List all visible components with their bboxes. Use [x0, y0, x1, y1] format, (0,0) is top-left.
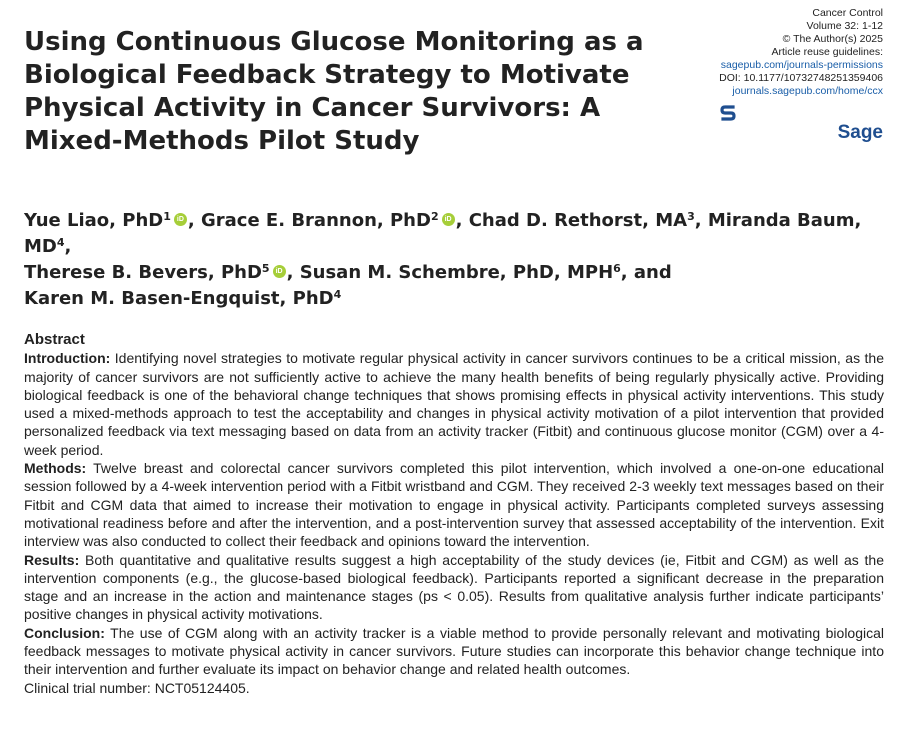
- orcid-icon[interactable]: iD: [174, 213, 187, 226]
- author-name: Susan M. Schembre, PhD, MPH: [299, 262, 614, 283]
- author-affiliation: 1: [163, 210, 171, 223]
- author-name: Chad D. Rethorst, MA: [468, 210, 688, 231]
- author-list: Yue Liao, PhD$^1$ iD , Grace E. Brannon, PhD$^2$ iD , Chad D. Rethorst, $MA^3$, Miranda Baum, $MD^4$, Therese B. Bevers, PhD$^5$ iD , Susan M. Schembre, PhD, MPH$^6$, and Karen M. Basen-Engquist, PhD$^4$: [24, 210, 862, 309]
- author: [24, 262, 287, 283]
- abstract-methods: [24, 459, 884, 550]
- author-name: Grace E. Brannon, PhD: [200, 210, 431, 231]
- introduction-label: Introduction:: [24, 350, 111, 367]
- results-label: Results:: [24, 551, 80, 568]
- conclusion-text: The use of CGM along with an activity tracker is a viable method to provide personally relevant and motivating biological feedback messages to motivate physical activity in cancer survivors. Future studies can incorporate this behavior change technique into their intervention and further evaluate its impact on behavior change and related health outcomes.: [24, 624, 885, 678]
- orcid-icon[interactable]: iD: [442, 213, 455, 226]
- author-name: Yue Liao, PhD: [24, 210, 164, 231]
- author-name: Karen M. Basen-Engquist, PhD: [24, 288, 334, 309]
- abstract-results: [24, 551, 884, 624]
- abstract-heading: Abstract: [24, 331, 85, 348]
- methods-label: Methods:: [24, 460, 87, 477]
- author-affiliation: 5: [261, 262, 270, 275]
- doi: DOI: 10.1177/10732748251359406: [719, 72, 883, 84]
- orcid-icon[interactable]: iD: [273, 265, 286, 278]
- conclusion-label: Conclusion:: [24, 624, 105, 641]
- author-affiliation: 4: [56, 236, 65, 249]
- author: [469, 210, 695, 231]
- sage-s-icon: [719, 103, 737, 123]
- journal-meta: [719, 7, 883, 143]
- reuse-label: Article reuse guidelines:: [771, 46, 883, 58]
- results-text: Both quantitative and qualitative results suggest a high acceptability of the study devices (ie, Fitbit and CGM) as well as the intervention components (e.g., the glucose-based biological feedback). Participants reported a significant decrease in the preparation stage and an increase in the action and maintenance stages (ps < 0.05). Results from qualitative analysis further indicate participants’ positive changes in physical activity motivations.: [24, 551, 884, 623]
- author: [24, 288, 341, 309]
- author-affiliation: 3: [687, 210, 695, 223]
- author-name: Miranda Baum, MD: [24, 210, 862, 257]
- author-affiliation: 4: [333, 288, 342, 301]
- trial-number: Clinical trial number: NCT05124405.: [24, 679, 250, 696]
- author-name: Therese B. Bevers, PhD: [24, 262, 262, 283]
- permissions-link[interactable]: sagepub.com/journals-permissions: [720, 59, 883, 71]
- journal-home-link[interactable]: journals.sagepub.com/home/ccx: [732, 85, 883, 97]
- copyright: © The Author(s) 2025: [782, 33, 883, 45]
- author-affiliation: 6: [613, 262, 621, 275]
- author: [24, 210, 188, 231]
- methods-text: Twelve breast and colorectal cancer survivors completed this pilot intervention, which involved a one-on-one educational session followed by a 4-week intervention period with a Fitbit wristband and CGM. They received 2-3 weekly text messages based on their Fitbit and CGM data that aimed to increase their motivation to engage in physical activity. Participants completed surveys assessing motivational readiness before and after the intervention, and a post-intervention survey that assessed acceptability of the intervention. Exit interview was also conducted to collect their feedback and opinions toward the intervention.: [24, 460, 884, 550]
- author-affiliation: 2: [430, 210, 439, 223]
- publisher-name: Sage: [837, 122, 883, 143]
- publisher-logo[interactable]: [719, 103, 883, 143]
- introduction-text: Identifying novel strategies to motivate regular physical activity in cancer survivors continues to be a critical mission, as the majority of cancer survivors are not sufficiently active to achieve the many health benefits of being regularly physically active. Providing biological feedback is one of the behavioral change techniques that shows promising effects in physical activity interventions. This study used a mixed-methods approach to test the acceptability and changes in physical activity motivation of a pilot intervention that provided personalized feedback via text messaging based on data from an activity tracker (Fitbit) and continuous glucose monitor (CGM) over a 4-week period.: [24, 350, 885, 458]
- article-title: Using Continuous Glucose Monitoring as a Biological Feedback Strategy to Motivate Physical Activity in Cancer Survivors: A Mixed-Methods Pilot Study: [24, 27, 644, 156]
- author: [201, 210, 456, 231]
- journal-name: Cancer Control: [812, 7, 883, 19]
- abstract-introduction: [24, 349, 884, 459]
- abstract: [24, 331, 884, 697]
- abstract-conclusion: [24, 624, 884, 679]
- author: [300, 262, 621, 283]
- journal-volume: Volume 32: 1-12: [806, 20, 883, 32]
